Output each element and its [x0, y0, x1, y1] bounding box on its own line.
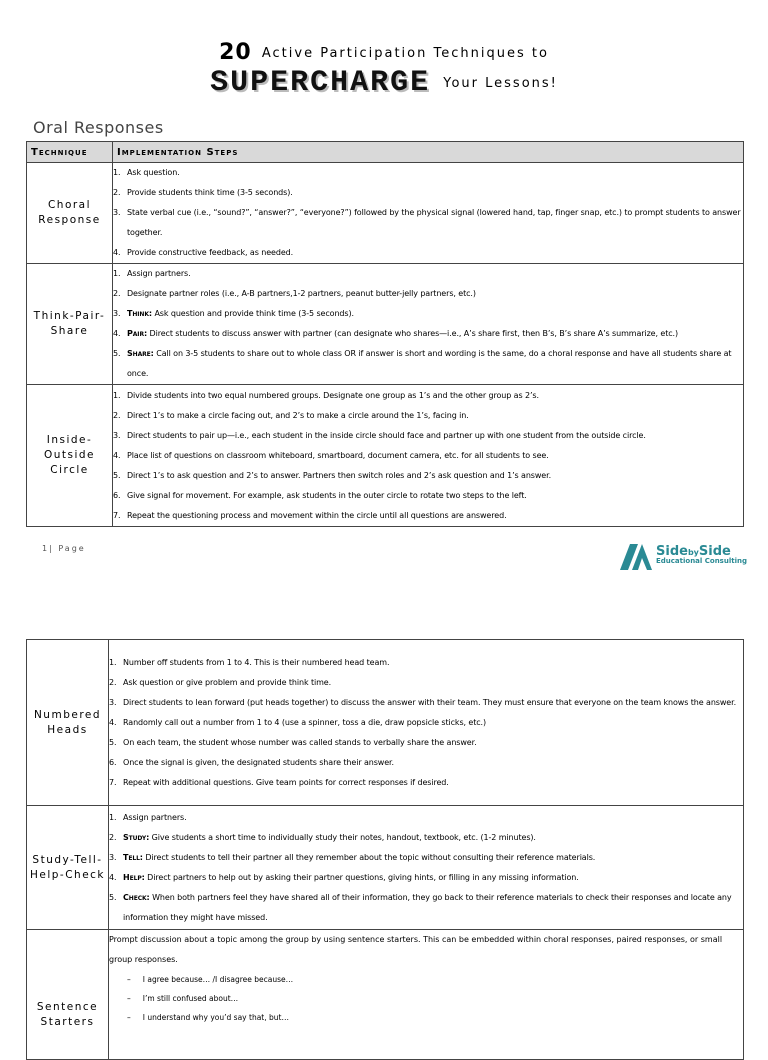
technique-name: Choral Response	[38, 199, 101, 226]
list-item: 4. Pair: Direct students to discuss answer with partner (can designate who shares—i.e., A’s share first, then B’s, B’s share A’s summarize, etc.)	[113, 329, 679, 338]
list-item: 3. Direct students to lean forward (put heads together) to discuss the answer with their team. They must ensure that everyone on the team knows the answer.	[109, 697, 737, 707]
techniques-table-page2	[26, 639, 744, 1060]
header-technique: Technique	[27, 142, 113, 163]
technique-think-pair-share	[27, 264, 113, 385]
list-item: 1. Ask question.	[113, 168, 180, 177]
list-item: 2. Study: Give students a short time to individually study their notes, handout, textbook, etc. (1-2 minutes).	[109, 832, 536, 842]
list-item: 4. Randomly call out a number from 1 to 4 (use a spinner, toss a die, draw popsicle sticks, etc.)	[109, 717, 487, 727]
steps-list	[113, 386, 743, 526]
steps-list	[109, 808, 743, 928]
technique-name: Sentence Starters	[36, 1001, 99, 1028]
technique-study-tell-help-check	[27, 806, 109, 930]
page-number: 1| Page	[42, 544, 86, 553]
technique-sentence-starters	[27, 930, 109, 1060]
title-text: Active Participation Techniques to	[261, 46, 549, 61]
list-item: – I’m still confused about…	[127, 989, 743, 1008]
list-item: 3. State verbal cue (i.e., “sound?”, “answer?”, “everyone?”) followed by the physical signal (lowered hand, tap, finger snap, etc.) to prompt students to answer together.	[113, 208, 741, 237]
steps-cell	[113, 385, 744, 527]
table-row	[27, 163, 744, 264]
list-item: 6. Once the signal is given, the designated students share their answer.	[109, 757, 394, 767]
side-by-side-logo	[620, 544, 750, 572]
steps-cell	[109, 930, 744, 1060]
section-title: Oral Responses	[33, 118, 164, 137]
table-row	[27, 640, 744, 806]
steps-cell	[113, 264, 744, 385]
header-steps: Implementation Steps	[113, 142, 744, 163]
techniques-table-page1	[26, 141, 744, 527]
steps-cell	[109, 640, 744, 806]
list-item: 4. Provide constructive feedback, as needed.	[113, 248, 294, 257]
list-item: 2. Direct 1’s to make a circle facing out, and 2’s to make a circle around the 1’s, facing in.	[113, 410, 469, 420]
title-number: 20	[219, 40, 252, 65]
title-lessons: Your Lessons!	[443, 75, 558, 91]
steps-list	[113, 264, 743, 384]
supercharge-heading: SUPERCHARGE	[210, 66, 431, 100]
list-item: 7. Repeat with additional questions. Give team points for correct responses if desired.	[109, 777, 449, 787]
list-item: 1. Number off students from 1 to 4. This is their numbered head team.	[109, 657, 390, 667]
list-item: 2. Ask question or give problem and provide think time.	[109, 677, 332, 687]
table-row	[27, 930, 744, 1060]
table-row	[27, 385, 744, 527]
table-row	[27, 264, 744, 385]
technique-name: Think-Pair-Share	[33, 310, 106, 337]
technique-choral	[27, 163, 113, 264]
logo-mark-icon	[620, 544, 654, 570]
table-row	[27, 806, 744, 930]
technique-numbered-heads	[27, 640, 109, 806]
list-item: 1. Assign partners.	[109, 812, 187, 822]
list-item: 3. Think: Ask question and provide think time (3-5 seconds).	[113, 309, 354, 318]
steps-list	[109, 653, 743, 793]
technique-inside-outside-circle	[27, 385, 113, 527]
list-item: 6. Give signal for movement. For example, ask students in the outer circle to rotate two steps to the left.	[113, 490, 527, 500]
list-item: 1. Divide students into two equal numbered groups. Designate one group as 1’s and the other group as 2’s.	[113, 390, 539, 400]
list-item: 5. On each team, the student whose number was called stands to verbally share the answer.	[109, 737, 477, 747]
title-line-2	[0, 66, 768, 100]
steps-cell	[113, 163, 744, 264]
list-item: 1. Assign partners.	[113, 269, 191, 278]
logo-text: SidebySide Educational Consulting	[656, 544, 747, 565]
list-item: 5. Direct 1’s to ask question and 2’s to answer. Partners then switch roles and 2’s ask question and 1’s answer.	[113, 470, 552, 480]
title-line-1	[0, 40, 768, 65]
list-item: 7. Repeat the questioning process and movement within the circle until all questions are answered.	[113, 510, 507, 520]
list-item: 2. Provide students think time (3-5 seconds).	[113, 188, 293, 197]
sentence-starters-intro: Prompt discussion about a topic among the group by using sentence starters. This can be embedded within choral responses, paired responses, or small group responses.	[109, 935, 723, 964]
list-item: 3. Tell: Direct students to tell their partner all they remember about the topic without consulting their reference materials.	[109, 852, 596, 862]
technique-name: Inside-Outside Circle	[43, 434, 96, 476]
list-item: 3. Direct students to pair up—i.e., each student in the inside circle should face and partner up with one student from the outside circle.	[113, 430, 646, 440]
list-item: – I agree because… /I disagree because…	[127, 970, 743, 989]
list-item: – I understand why you’d say that, but…	[127, 1008, 743, 1027]
list-item: 5. Check: When both partners feel they have shared all of their information, they go back to their reference materials to check their responses and locate any information they might have missed.	[109, 892, 732, 922]
list-item: 2. Designate partner roles (i.e., A-B partners,1-2 partners, peanut butter-jelly partners, etc.)	[113, 289, 476, 298]
list-item: 4. Place list of questions on classroom whiteboard, smartboard, document camera, etc. for all students to see.	[113, 450, 549, 460]
technique-name: Study-Tell-Help-Check	[29, 853, 106, 881]
steps-cell	[109, 806, 744, 930]
starters-list	[109, 970, 743, 1027]
list-item: 5. Share: Call on 3-5 students to share out to whole class OR if answer is short and wording is the same, do a choral response and have all students share at once.	[113, 349, 732, 378]
steps-list	[113, 163, 743, 263]
technique-name: Numbered Heads	[33, 708, 102, 736]
list-item: 4. Help: Direct partners to help out by asking their partner questions, giving hints, or filling in any missing information.	[109, 872, 579, 882]
